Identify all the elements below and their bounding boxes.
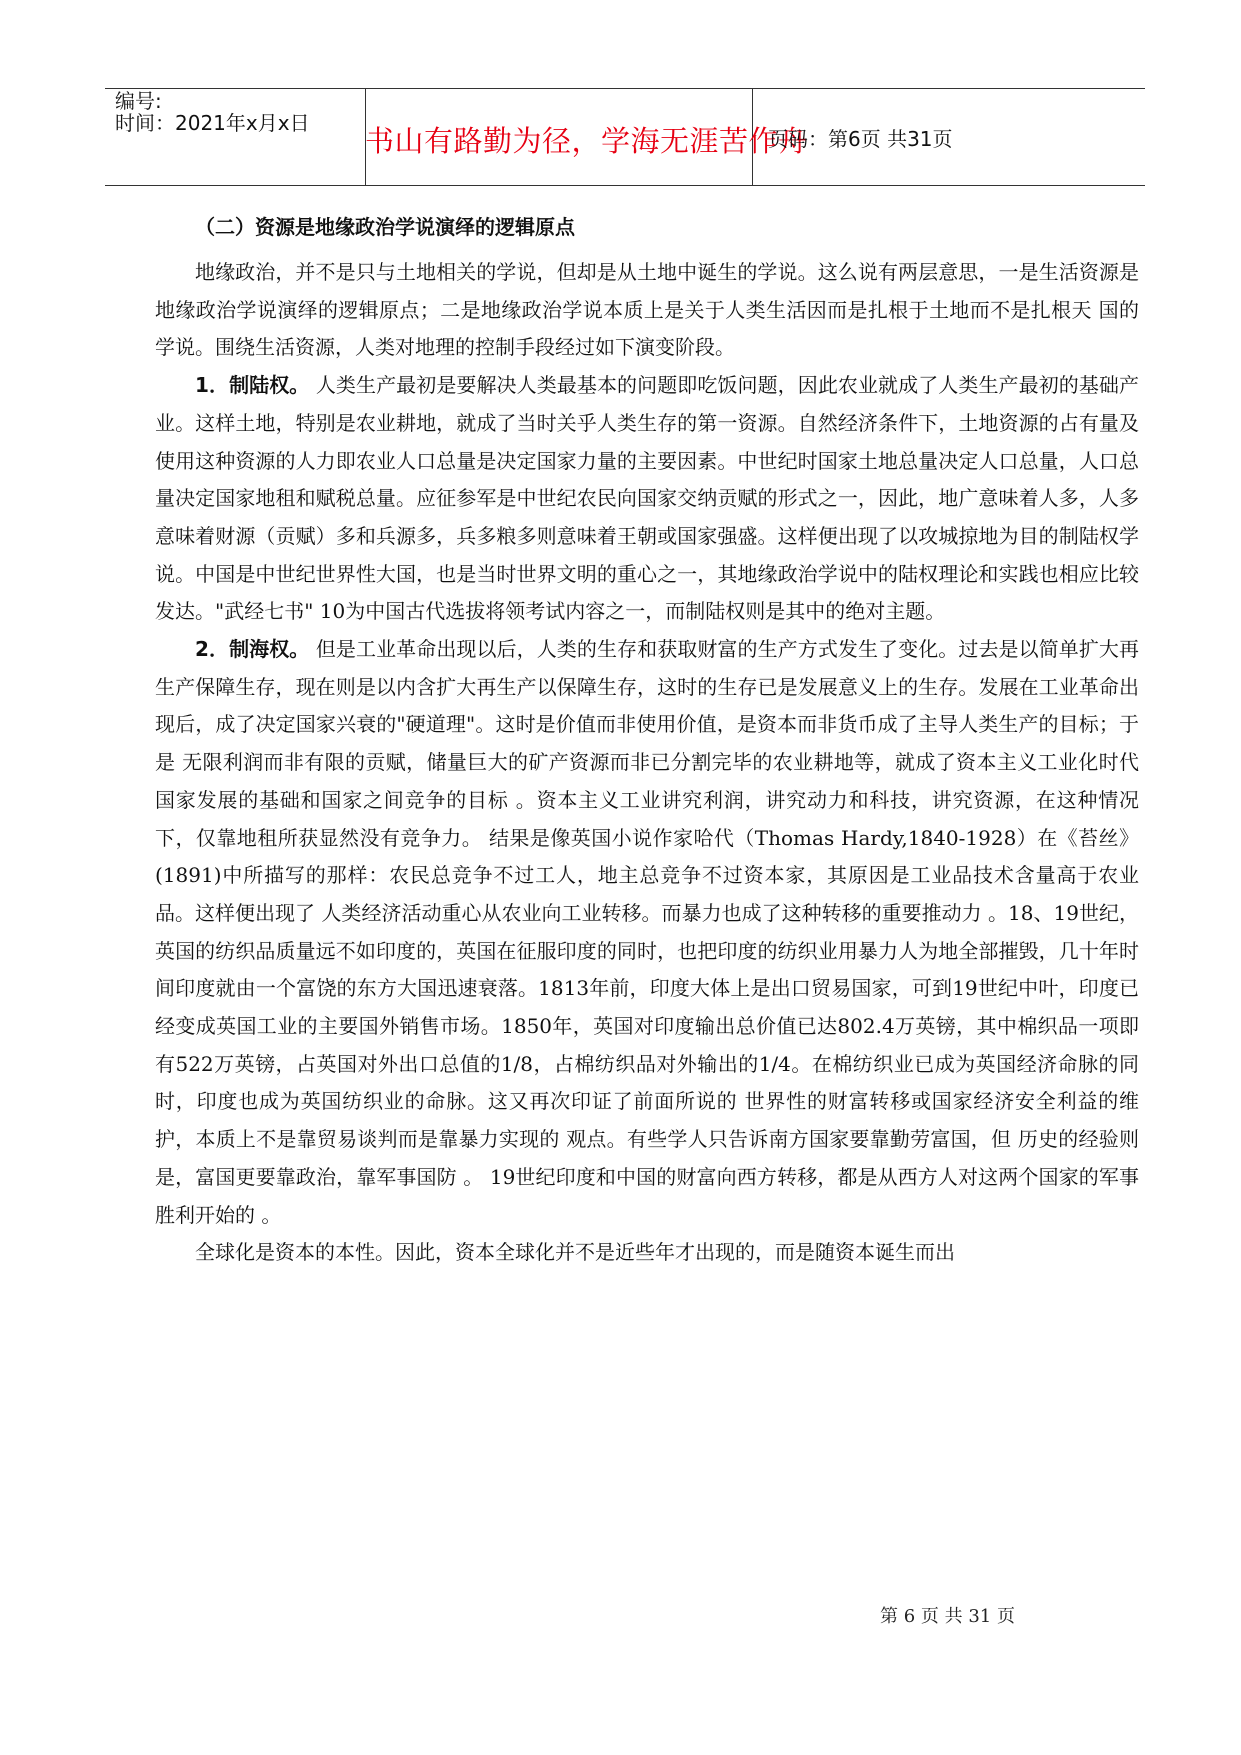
header-page-cell: [752, 89, 1145, 185]
sea-power-heading: 2．制海权。: [195, 637, 310, 662]
paragraph-land-power: [155, 367, 1139, 631]
page-footer: 第 6 页 共 31 页: [880, 1606, 1015, 1627]
header-page-info: 页码：第6页 共31页: [768, 127, 953, 151]
header-left-cell: [105, 89, 366, 185]
document-body: [155, 210, 1139, 1272]
paragraph-intro: 地缘政治，并不是只与土地相关的学说，但却是从土地中诞生的学说。这么说有两层意思，一是生活资源是地缘政治学说演绎的逻辑原点；二是地缘政治学说本质上是关于人类生活因而是扎根于土地而不是扎根天 国的学说。围绕生活资源，人类对地理的控制手段经过如下演变阶段。: [155, 260, 1139, 360]
document-time-label: 时间：2021年x月x日: [115, 111, 310, 135]
header-motto-cell: [365, 89, 808, 185]
sea-power-text: 但是工业革命出现以后，人类的生存和获取财富的生产方式发生了变化。过去是以简单扩大再生产保障生存，现在则是以内含扩大再生产以保障生存，这时的生存已是发展意义上的生存。发展在工业革命出现后，成了决定国家兴衰的"硬道理"。这时是价值而非使用价值，是资本而非货币成了主导人类生产的目标；于是 无限利润而非有限的贡赋，储量巨大的矿产资源而非已分割完毕的农业耕地等，就成了资本主义工业化时代国家发展的基础和国家之间竞争的目标 。资本主义工业讲究利润，讲究动力和科技，讲究资源，在这种情况下，仅靠地租所获显然没有竞争力。 结果是像英国小说作家哈代（Thomas Hardy,1840-1928）在《苔丝》(1891)中所描写的那样：农民总竞争不过工人，地主总竞争不过资本家，其原因是工业品技术含量高于农业品。这样便出现了 人类经济活动重心从农业向工业转移。而暴力也成了这种转移的重要推动力 。18、19世纪，英国的纺织品质量远不如印度的，英国在征服印度的同时，也把印度的纺织业用暴力人为地全部摧毁，几十年时间印度就由一个富饶的东方大国迅速衰落。1813年前，印度大体上是出口贸易国家，可到19世纪中叶，印度已经变成英国工业的主要国外销售市场。1850年，英国对印度输出总价值已达802.4万英镑，其中棉织品一项即有522万英镑，占英国对外出口总值的1/8，占棉纺织品对外输出的1/4。在棉纺织业已成为英国经济命脉的同时，印度也成为英国纺织业的命脉。这又再次印证了前面所说的 世界性的财富转移或国家经济安全利益的维护，本质上不是靠贸易谈判而是靠暴力实现的 观点。有些学人只告诉南方国家要靠勤劳富国，但 历史的经验则是，富国更要靠政治，靠军事国防 。 19世纪印度和中国的财富向西方转移，都是从西方人对这两个国家的军事胜利开始的 。: [155, 637, 1140, 1227]
land-power-text: 人类生产最初是要解决人类最基本的问题即吃饭问题，因此农业就成了人类生产最初的基础产业。这样土地，特别是农业耕地，就成了当时关乎人类生存的第一资源。自然经济条件下，土地资源的占有量及使用这种资源的人力即农业人口总量是决定国家力量的主要因素。中世纪时国家土地总量决定人口总量，人口总量决定国家地租和赋税总量。应征参军是中世纪农民向国家交纳贡赋的形式之一，因此，地广意味着人多，人多意味着财源（贡赋）多和兵源多，兵多粮多则意味着王朝或国家强盛。这样便出现了以攻城掠地为目的制陆权学说。中国是中世纪世界性大国，也是当时世界文明的重心之一，其地缘政治学说中的陆权理论和实践也相应比较发达。"武经七书" 10为中国古代选拔将领考试内容之一，而制陆权则是其中的绝对主题。: [155, 373, 1140, 624]
paragraph-sea-power: [155, 631, 1139, 1234]
land-power-heading: 1．制陆权。: [195, 373, 310, 398]
section-heading: （二）资源是地缘政治学说演绎的逻辑原点: [195, 215, 575, 239]
header-motto: 书山有路勤为径，学海无涯苦作舟: [365, 124, 808, 158]
paragraph-globalization: 全球化是资本的本性。因此，资本全球化并不是近些年才出现的，而是随资本诞生而出: [195, 1240, 955, 1265]
document-number-label: 编号:: [115, 89, 162, 113]
document-header: [105, 88, 1145, 186]
